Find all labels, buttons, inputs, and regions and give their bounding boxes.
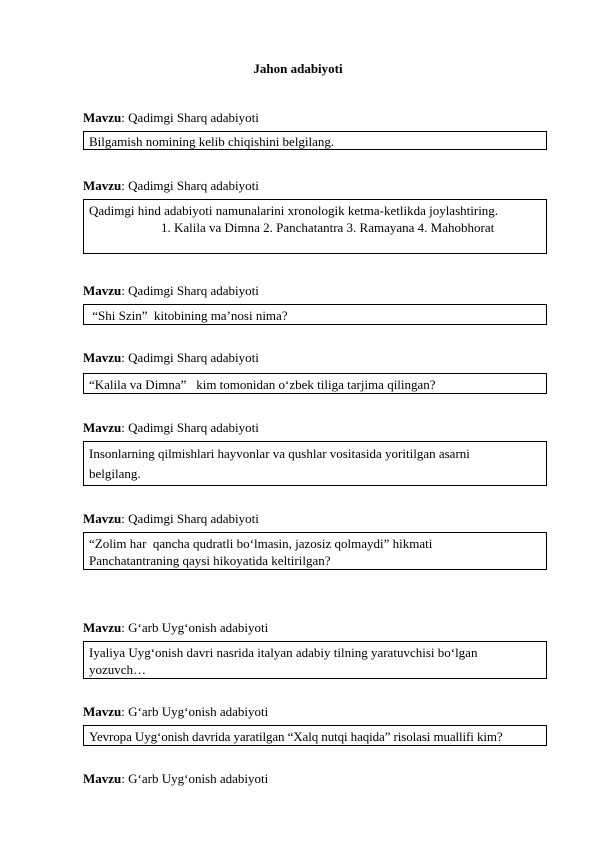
- topic-label: Mavzu: [83, 350, 122, 365]
- topic-name: G‘arb Uyg‘onish adabiyoti: [128, 771, 269, 786]
- question-box: [83, 441, 547, 486]
- topic-heading: Mavzu: G‘arb Uyg‘onish adabiyoti: [83, 620, 269, 635]
- topic-label: Mavzu: [83, 511, 122, 526]
- topic-heading: Mavzu: G‘arb Uyg‘onish adabiyoti: [83, 704, 269, 719]
- question-text: Insonlarning qilmishlari hayvonlar va qushlar vositasida yoritilgan asarni belgilang.: [89, 446, 470, 481]
- topic-name: Qadimgi Sharq adabiyoti: [128, 420, 259, 435]
- topic-heading: Mavzu: Qadimgi Sharq adabiyoti: [83, 511, 259, 526]
- topic-label: Mavzu: [83, 178, 122, 193]
- topic-heading: Mavzu: Qadimgi Sharq adabiyoti: [83, 178, 259, 193]
- question-text: “Kalila va Dimna” kim tomonidan o‘zbek tiliga tarjima qilingan?: [89, 377, 436, 392]
- topic-label: Mavzu: [83, 620, 122, 635]
- topic-name: Qadimgi Sharq adabiyoti: [128, 110, 259, 125]
- topic-heading: Mavzu: Qadimgi Sharq adabiyoti: [83, 110, 259, 125]
- topic-name: G‘arb Uyg‘onish adabiyoti: [128, 620, 269, 635]
- question-box: [83, 641, 547, 679]
- question-box: [83, 725, 547, 746]
- question-options: 1. Kalila va Dimna 2. Panchatantra 3. Ramayana 4. Mahobhorat: [161, 220, 495, 235]
- topic-label: Mavzu: [83, 283, 122, 298]
- topic-name: Qadimgi Sharq adabiyoti: [128, 283, 259, 298]
- topic-name: Qadimgi Sharq adabiyoti: [128, 350, 259, 365]
- question-text: “Zolim har qancha qudratli bo‘lmasin, jazosiz qolmaydi” hikmati Panchatantraning qaysi hikoyatida keltirilgan?: [89, 536, 436, 568]
- topic-heading: Mavzu: Qadimgi Sharq adabiyoti: [83, 283, 259, 298]
- topic-heading: Mavzu: Qadimgi Sharq adabiyoti: [83, 420, 259, 435]
- topic-label: Mavzu: [83, 704, 122, 719]
- question-box: [83, 373, 547, 394]
- topic-label: Mavzu: [83, 110, 122, 125]
- topic-label: Mavzu: [83, 771, 122, 786]
- question-box: [83, 199, 547, 254]
- topic-name: Qadimgi Sharq adabiyoti: [128, 178, 259, 193]
- topic-heading: Mavzu: G‘arb Uyg‘onish adabiyoti: [83, 771, 269, 786]
- question-text: Qadimgi hind adabiyoti namunalarini xronologik ketma-ketlikda joylashtiring.: [89, 203, 499, 218]
- page-title: Jahon adabiyoti: [253, 61, 343, 76]
- question-box: [83, 131, 547, 150]
- question-box: [83, 532, 547, 570]
- question-text: “Shi Szin” kitobining ma’nosi nima?: [89, 308, 288, 323]
- topic-label: Mavzu: [83, 420, 122, 435]
- question-box: [83, 304, 547, 325]
- question-text: Bilgamish nomining kelib chiqishini belgilang.: [89, 134, 335, 149]
- topic-name: G‘arb Uyg‘onish adabiyoti: [128, 704, 269, 719]
- topic-heading: Mavzu: Qadimgi Sharq adabiyoti: [83, 350, 259, 365]
- question-text: Yevropa Uyg‘onish davrida yaratilgan “Xalq nutqi haqida” risolasi muallifi kim?: [89, 729, 503, 744]
- topic-name: Qadimgi Sharq adabiyoti: [128, 511, 259, 526]
- question-text: Iyaliya Uyg‘onish davri nasrida italyan adabiy tilning yaratuvchisi bo‘lgan yozuvch…: [89, 645, 478, 677]
